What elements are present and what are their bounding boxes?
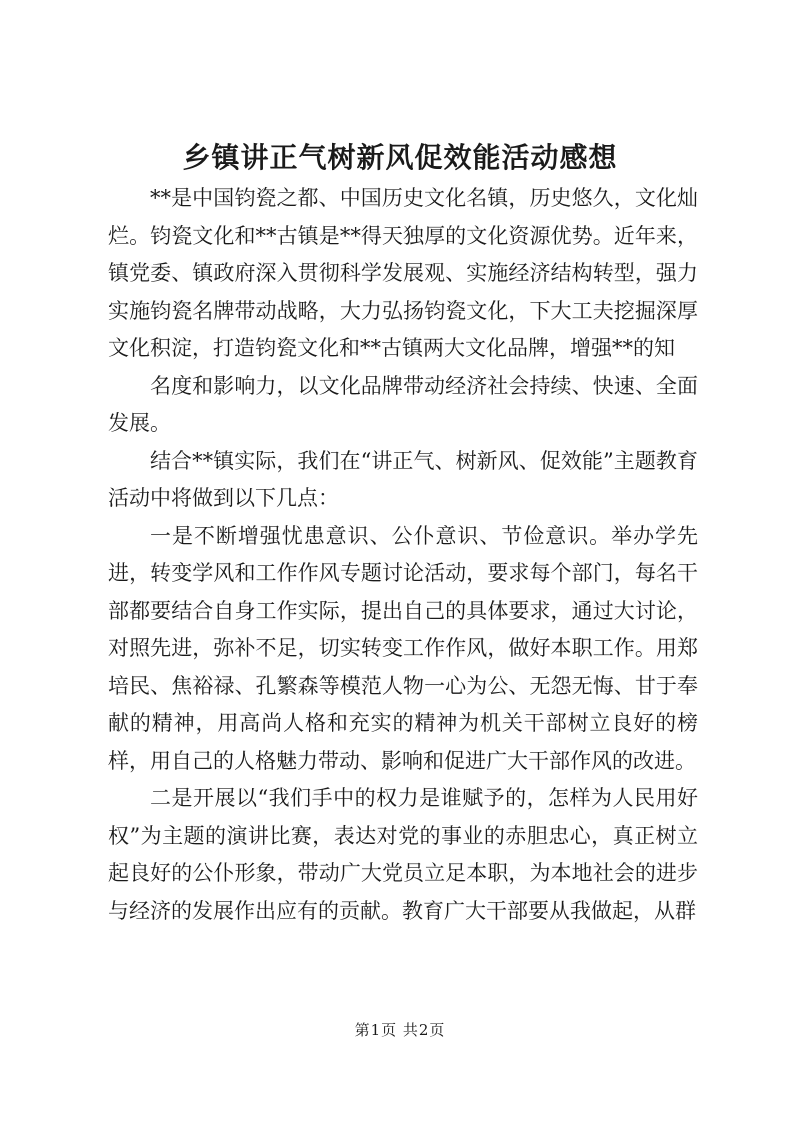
paragraph-point-one: 一是不断增强忧患意识、公仆意识、节俭意识。举办学先进，转变学风和工作作风专题讨论活动，要求每个部门，每名干部都要结合自身工作实际，提出自己的具体要求，通过大讨论，对照先进，弥补不足，切实转变工作作风，做好本职工作。用郑培民、焦裕禄、孔繁森等模范人物一心为公、无怨无悔、甘于奉献的精神，用高尚人格和充实的精神为机关干部树立良好的榜样，用自己的人格魅力带动、影响和促进广大干部作风的改进。: [108, 523, 698, 773]
paragraph-context: 结合**镇实际，我们在“讲正气、树新风、促效能”主题教育活动中将做到以下几点：: [108, 448, 698, 510]
document-body: [108, 180, 698, 930]
page-indicator: 第1页 共2页: [354, 1021, 446, 1039]
paragraph-intro: **是中国钧瓷之都、中国历史文化名镇，历史悠久，文化灿烂。钧瓷文化和**古镇是**得天独厚的文化资源优势。近年来，镇党委、镇政府深入贯彻科学发展观、实施经济结构转型，强力实施钧瓷名牌带动战略，大力弘扬钧瓷文化，下大工夫挖掘深厚文化积淀，打造钧瓷文化和**古镇两大文化品牌，增强**的知: [108, 186, 698, 360]
document-title: 乡镇讲正气树新风促效能活动感想: [182, 141, 618, 174]
paragraph-intro-continued: 名度和影响力，以文化品牌带动经济社会持续、快速、全面发展。: [108, 373, 698, 435]
paragraph-point-two: 二是开展以“我们手中的权力是谁赋予的，怎样为人民用好权”为主题的演讲比赛，表达对党的事业的赤胆忠心，真正树立起良好的公仆形象，带动广大党员立足本职，为本地社会的进步与经济的发展作出应有的贡献。教育广大干部要从我做起，从群: [108, 786, 698, 923]
